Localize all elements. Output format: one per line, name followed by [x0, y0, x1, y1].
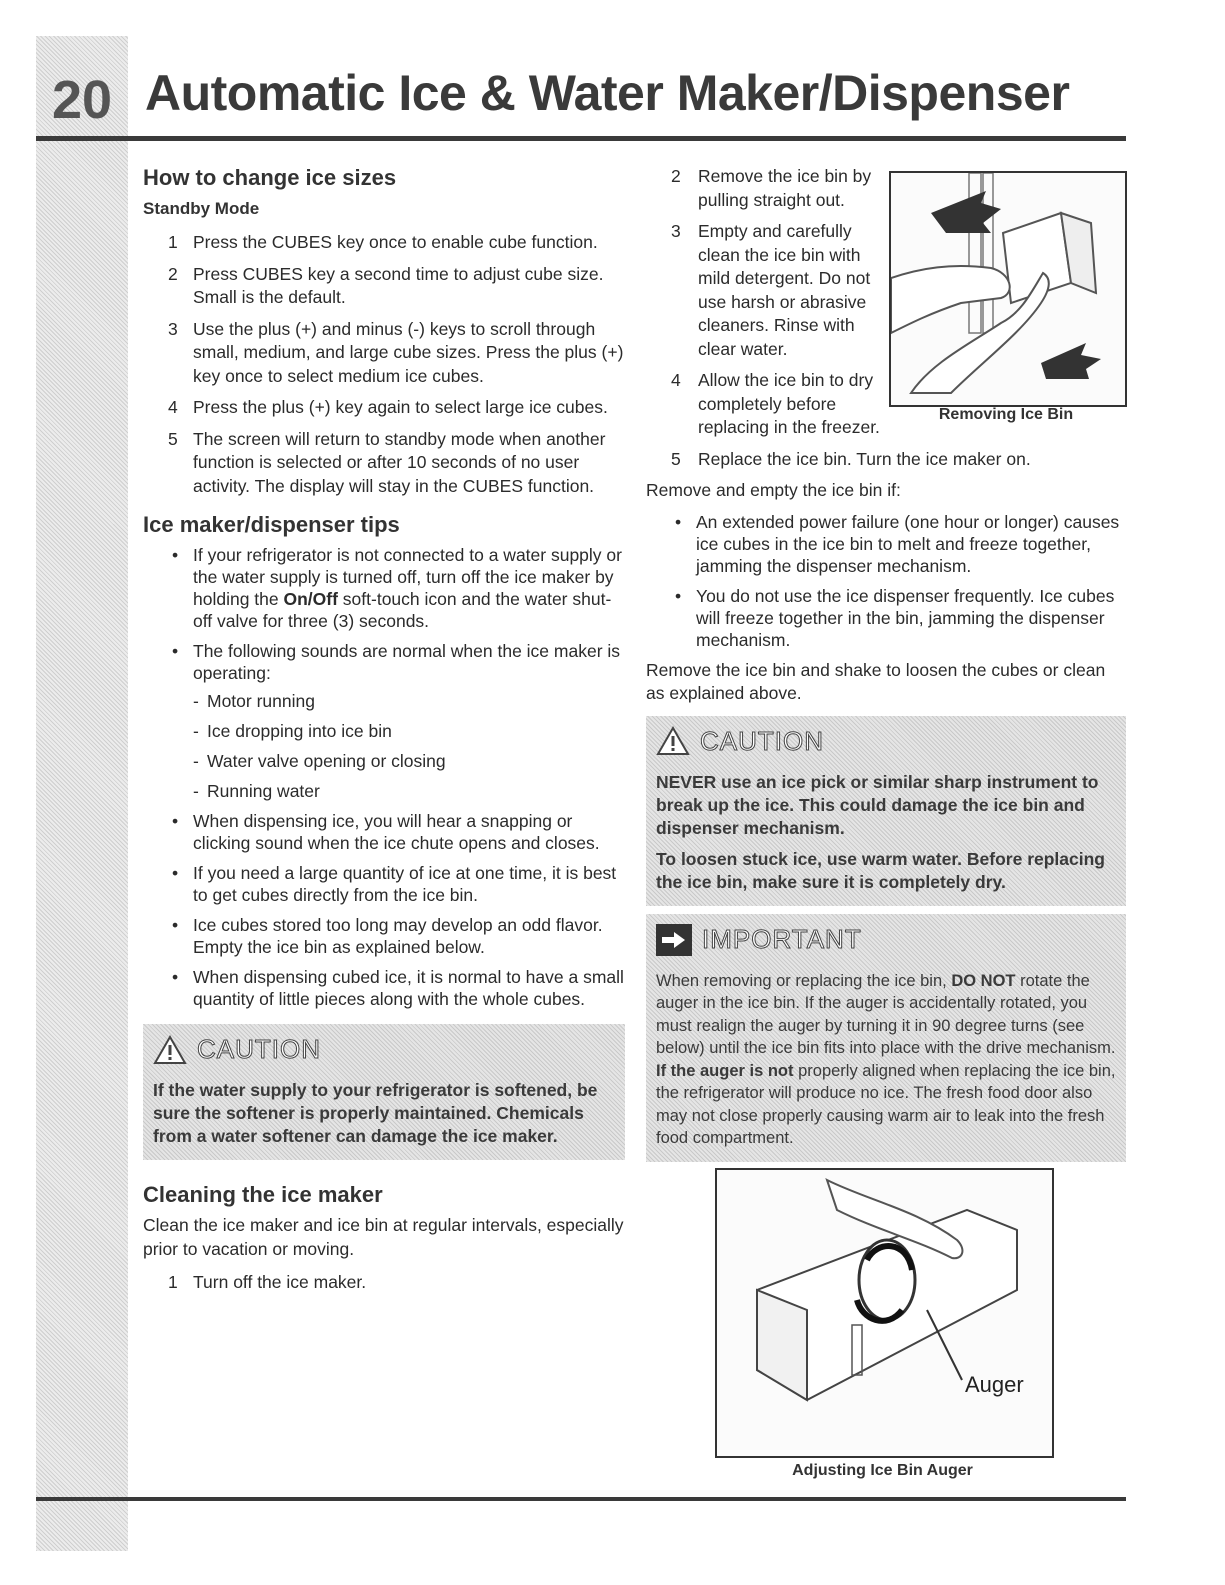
- sound-text: Water valve opening or closing: [207, 751, 446, 771]
- step-text: Press the CUBES key once to enable cube function.: [193, 232, 598, 252]
- step-number: 2: [168, 263, 178, 284]
- cleaning-intro: Clean the ice maker and ice bin at regular intervals, especially prior to vacation or moving.: [143, 1215, 624, 1259]
- list-item: [646, 369, 884, 440]
- important-text-part: properly aligned when replacing the ice bin, the refrigerator will produce no ice. The fresh food door also may not close properly causing warm air to leak into the fresh food compartment.: [656, 1061, 1116, 1147]
- caution-text: If the water supply to your refrigerator is softened, be sure the softener is properly maintained. Chemicals from a water softener can damage the ice maker.: [153, 1080, 598, 1146]
- important-bold-part: If the auger is not: [656, 1061, 794, 1080]
- list-item: [193, 720, 625, 742]
- bullet-icon: •: [172, 545, 179, 565]
- tip-text: Ice cubes stored too long may develop an odd flavor. Empty the ice bin as explained below.: [193, 915, 603, 957]
- cleaning-steps-start: [143, 1271, 625, 1295]
- step-number: 3: [671, 221, 681, 241]
- cleaning-steps: [646, 165, 884, 440]
- bullet-icon: •: [172, 811, 179, 831]
- footer-rule: [36, 1497, 1126, 1501]
- step-number: 1: [168, 232, 178, 252]
- page-title: Automatic Ice & Water Maker/Dispenser: [145, 65, 1070, 121]
- list-item: [143, 396, 625, 420]
- caution-text-1: NEVER use an ice pick or similar sharp instrument to break up the ice. This could damage the ice bin and dispenser mechanism.: [656, 771, 1099, 838]
- tip-text: If your refrigerator is not connected to a water supply or the water supply is turned off, turn off the ice maker by holding the: [193, 545, 622, 609]
- list-item: [193, 780, 625, 802]
- list-item: [143, 810, 625, 854]
- dash-icon: -: [193, 691, 199, 711]
- important-bold-part: DO NOT: [951, 971, 1016, 990]
- change-sizes-steps: [143, 231, 625, 498]
- list-item: [646, 448, 1126, 472]
- step-text: Remove the ice bin by pulling straight out.: [698, 166, 872, 210]
- step-text: Empty and carefully clean the ice bin with mild detergent. Do not use harsh or abrasive cleaners. Rinse with clear water.: [698, 221, 871, 359]
- sound-text: Motor running: [207, 691, 315, 711]
- tips-heading: Ice maker/dispenser tips: [143, 512, 400, 537]
- step-number: 5: [168, 428, 178, 449]
- step-text: Turn off the ice maker.: [193, 1272, 367, 1292]
- list-item: [143, 318, 625, 389]
- sound-text: Ice dropping into ice bin: [207, 721, 392, 741]
- list-item: [143, 862, 625, 906]
- cleaning-steps-continued: [646, 165, 884, 440]
- bullet-icon: •: [675, 585, 682, 606]
- bullet-icon: •: [172, 863, 179, 883]
- list-item: [193, 750, 625, 772]
- step-text: Replace the ice bin. Turn the ice maker on.: [698, 448, 1031, 469]
- dash-icon: -: [193, 751, 199, 771]
- list-item: [193, 690, 625, 712]
- step-text: Press CUBES key a second time to adjust cube size. Small is the default.: [193, 263, 604, 307]
- removing-ice-bin-figure: [889, 171, 1127, 407]
- step-text: Allow the ice bin to dry completely before replacing in the freezer.: [698, 370, 880, 437]
- tip-text: If you need a large quantity of ice at one time, it is best to get cubes directly from the ice bin.: [193, 863, 617, 905]
- list-item: [646, 511, 1126, 577]
- step-text: The screen will return to standby mode when another function is selected or after 10 seconds of no user activity. The display will stay in the CUBES function.: [193, 428, 606, 496]
- caution-title-text: CAUTION: [700, 725, 824, 756]
- change-sizes-heading: How to change ice sizes: [143, 165, 397, 190]
- list-item: [143, 1271, 625, 1295]
- tip-text: When dispensing ice, you will hear a snapping or clicking sound when the ice chute opens and closes.: [193, 811, 600, 853]
- list-item: [143, 966, 625, 1010]
- caution-title: [153, 1034, 615, 1065]
- list-item: [143, 544, 625, 632]
- tip-text: The following sounds are normal when the ice maker is operating:: [193, 641, 621, 683]
- side-band: [36, 36, 128, 1551]
- left-column: [143, 165, 625, 1303]
- caution-box-left: [143, 1024, 625, 1160]
- list-item: [143, 263, 625, 310]
- warning-triangle-icon: [153, 1035, 187, 1065]
- arrow-icon: [931, 191, 1001, 233]
- caution-text-2: To loosen stuck ice, use warm water. Before replacing the ice bin, make sure it is completely dry.: [656, 848, 1105, 892]
- tips-list: [143, 544, 625, 1010]
- list-item: [143, 914, 625, 958]
- step-number: 4: [168, 397, 178, 417]
- arrow-right-icon: [656, 924, 692, 956]
- sounds-list: [193, 690, 625, 802]
- bullet-icon: •: [675, 511, 682, 532]
- step-number: 3: [168, 318, 178, 339]
- standby-mode-subheading: Standby Mode: [143, 199, 260, 218]
- cleaning-step-5: [646, 448, 1126, 472]
- bullet-icon: •: [172, 641, 179, 661]
- caution-title-text: CAUTION: [197, 1034, 321, 1064]
- caution-title: [656, 726, 1116, 757]
- important-text-part: When removing or replacing the ice bin,: [656, 971, 952, 990]
- step-number: 4: [671, 370, 681, 390]
- list-item: [646, 220, 884, 361]
- important-title-text: IMPORTANT: [702, 924, 862, 954]
- header-rule: [36, 136, 1126, 141]
- important-title: [656, 924, 1116, 956]
- step-number: 1: [168, 1272, 178, 1292]
- removing-ice-bin-caption: Removing Ice Bin: [938, 406, 1074, 423]
- auger-illustration: [717, 1170, 1052, 1456]
- bullet-icon: •: [172, 967, 179, 987]
- shake-text: Remove the ice bin and shake to loosen the cubes or clean as explained above.: [646, 659, 1106, 703]
- warning-triangle-icon: [656, 726, 690, 756]
- step-text: Press the plus (+) key again to select large ice cubes.: [193, 397, 608, 417]
- tip-text: When dispensing cubed ice, it is normal to have a small quantity of little pieces along with the whole cubes.: [193, 967, 624, 1009]
- step-number: 2: [671, 166, 681, 186]
- tip-text: soft-touch icon and the water shut-off valve for three (3) seconds.: [193, 589, 612, 631]
- sound-text: Running water: [207, 781, 320, 801]
- auger-caption: Adjusting Ice Bin Auger: [792, 1462, 973, 1479]
- remove-text: An extended power failure (one hour or longer) causes ice cubes in the ice bin to melt and freeze together, jamming the dispenser mechanism.: [696, 511, 1120, 576]
- caution-box-right: [646, 716, 1126, 906]
- important-box: [646, 914, 1126, 1162]
- remove-intro: Remove and empty the ice bin if:: [646, 480, 901, 500]
- list-item: [646, 585, 1126, 651]
- removing-ice-bin-illustration: [891, 173, 1125, 405]
- important-text-part: rotate the auger in the ice bin. If the auger is accidentally rotated, you must realign the auger by turning it in 90 degree turns (see below) until the ice bin fits into place with the drive mechanism.: [656, 971, 1116, 1057]
- on-off-label: On/Off: [283, 589, 338, 609]
- list-item: [143, 428, 625, 499]
- cleaning-heading: Cleaning the ice maker: [143, 1182, 383, 1207]
- list-item: [143, 231, 625, 255]
- list-item: [143, 640, 625, 802]
- page-number: 20: [51, 70, 113, 130]
- remove-list: [646, 511, 1126, 651]
- auger-figure: [715, 1168, 1054, 1458]
- bullet-icon: •: [172, 915, 179, 935]
- remove-text: You do not use the ice dispenser frequently. Ice cubes will freeze together in the bin, jamming the dispenser mechanism.: [696, 585, 1115, 650]
- step-text: Use the plus (+) and minus (-) keys to scroll through small, medium, and large cube sizes. Press the plus (+) key once to select medium ice cubes.: [193, 318, 624, 386]
- auger-label: Auger: [965, 1372, 1024, 1397]
- dash-icon: -: [193, 781, 199, 801]
- important-text: [656, 970, 1116, 1150]
- step-number: 5: [671, 448, 681, 469]
- arrow-icon: [1041, 343, 1101, 379]
- list-item: [646, 165, 884, 212]
- dash-icon: -: [193, 721, 199, 741]
